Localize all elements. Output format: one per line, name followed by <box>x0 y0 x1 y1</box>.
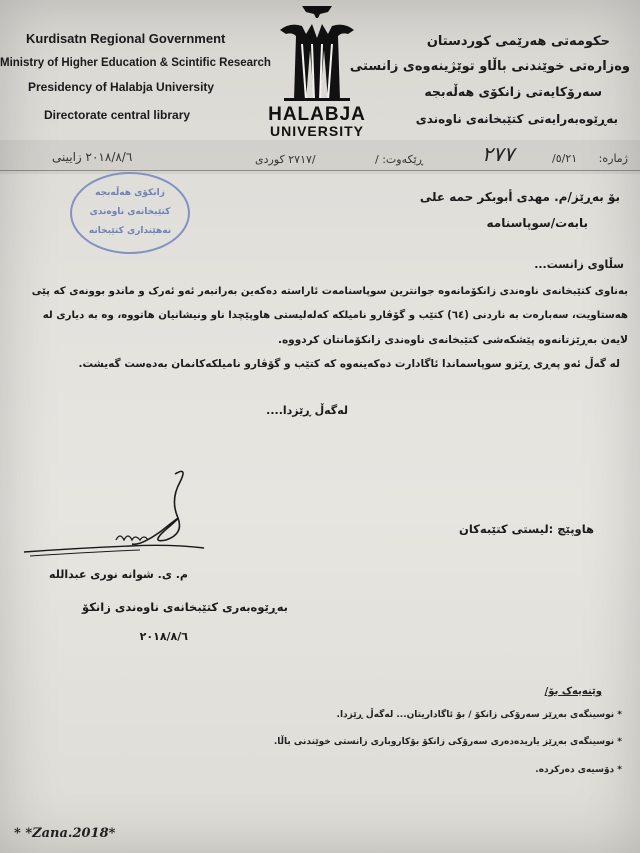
letter-paragraph-1-line-2: هەستاویت، سەبارەت بە ناردنی (٦٤) کتێب و گۆڤارو نامیلکە کەلەلیستی هاوپێچدا ناو ونیشانیان هاتووە، وە بە دیاری لە <box>42 310 628 321</box>
header-en-line-2: Ministry of Higher Education & Scintific Research <box>0 57 271 69</box>
signatory-name: م. ی. شوانە نوری عبداللە <box>49 568 188 581</box>
signatory-title: بەڕێوەبەری کتێبخانەی ناوەندی زانکۆ <box>82 600 288 614</box>
header-ku-line-2: وەزارەتی خوێندنی باڵاو توێژینەوەی زانستی <box>349 59 630 74</box>
header-en-line-4: Directorate central library <box>44 108 191 122</box>
letter-paragraph-1-line-3: لایەن بەڕێزتانەوە پێشکەشی کتێبخانەی ناوەندی زانکۆمانتان کردووە. <box>278 334 628 346</box>
signatory-date: ٢٠١٨/٨/٦ <box>139 630 188 643</box>
attachment-note: هاوپێچ :لیستی کتێبەکان <box>459 522 594 536</box>
footer-mark-text: *Zana.2018* <box>25 826 116 841</box>
header-ku-line-1: حکومەتی هەرێمی کوردستان <box>426 34 610 49</box>
stamp-line-3: نەهێنداری کتێبخانە <box>88 226 172 236</box>
header-en-line-3: Presidency of Halabja University <box>28 80 215 94</box>
reference-number-date: /٥/٢١ <box>552 152 578 165</box>
reference-number-label: ژمارە: <box>598 152 628 165</box>
header-divider <box>0 170 640 171</box>
logo-text-university: UNIVERSITY <box>269 123 364 139</box>
header-en-line-1: Kurdisatn Regional Government <box>26 31 226 46</box>
copies-item-2: * نوسینگەی بەڕێز یاریدەدەری سەرۆکی زانکۆ بۆکاروباری زانستی خوێندنی باڵا. <box>273 737 622 747</box>
header-ku-line-4: بەڕێوەبەرایەتی کتێبخانەی ناوەندی <box>415 112 618 126</box>
gregorian-date: ٢٠١٨/٨/٦ زایینی <box>52 150 133 164</box>
kurdish-date-value: /٢٧١٧ کوردی <box>255 153 316 166</box>
handwritten-signature <box>20 460 210 570</box>
copies-item-1: * نوسینگەی بەڕێز سەرۆکی زانکۆ / بۆ ئاگاداریتان... لەگەڵ ڕێزدا. <box>336 710 622 720</box>
kurdish-date-label: ڕێکەوت: / <box>375 153 424 166</box>
addressee-to: بۆ بەڕێز/م. مهدی أبوبکر حمه علی <box>419 190 620 204</box>
addressee-subject: بابەت/سوپاسنامە <box>486 216 588 230</box>
header-ku-line-3: سەرۆکایەتی زانکۆی هەڵەبجە <box>424 84 602 99</box>
copies-heading: وێنەیەک بۆ/ <box>544 686 602 697</box>
reference-number-value: ٢٧٧ <box>482 142 515 166</box>
stamp-line-1: زانکۆی هەڵەبجە <box>95 188 165 198</box>
letter-closing: لەگەڵ ڕێزدا.... <box>266 404 348 417</box>
copies-item-3: * دۆسیەی دەرکردە. <box>535 765 622 775</box>
stamp-line-2: کتێبخانەی ناوەندی <box>89 207 171 217</box>
letter-paragraph-2: لە گەڵ ئەو پەڕی ڕێزو سوپاسماندا ئاگادارت دەکەینەوە کە کتێب و گۆڤارو نامیلکەکانمان بەدەست گەیشت. <box>78 358 620 370</box>
logo-text-halabja: HALABJA <box>268 104 366 125</box>
letter-paragraph-1-line-1: بەناوی کتێبخانەی ناوەندی زانکۆمانەوە جوانترین سوپاسنامەت ئاراستە دەکەین بەرانبەر ئەو ئەرک و ماندو بوونەی کە پێی <box>31 286 628 297</box>
letter-greeting: سڵاوی زانست... <box>534 258 624 271</box>
footer-mark: * *Zana.2018* <box>14 826 116 841</box>
library-stamp <box>70 172 190 254</box>
